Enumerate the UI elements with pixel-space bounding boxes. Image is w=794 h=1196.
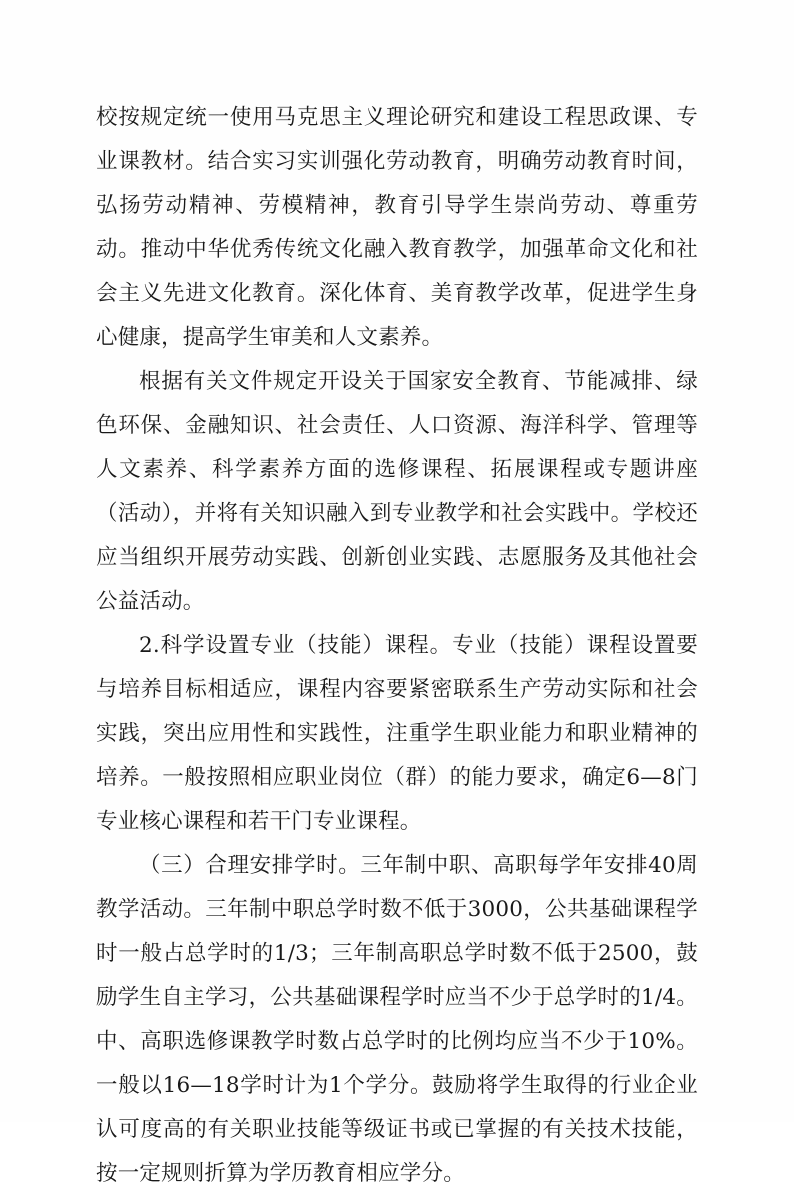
- paragraph-2: 根据有关文件规定开设关于国家安全教育、节能减排、绿色环保、金融知识、社会责任、人口资源、海洋科学、管理等人文素养、科学素养方面的选修课程、拓展课程或专题讲座（活动），并将有关知识融入到专业教学和社会实践中。学校还应当组织开展劳动实践、创新创业实践、志愿服务及其他社会公益活动。: [96, 369, 698, 614]
- document-body: [96, 96, 698, 1196]
- paragraph-3: 2.科学设置专业（技能）课程。专业（技能）课程设置要与培养目标相适应，课程内容要紧密联系生产劳动实际和社会实践，突出应用性和实践性，注重学生职业能力和职业精神的培养。一般按照相应职业岗位（群）的能力要求，确定6—8门专业核心课程和若干门专业课程。: [96, 633, 698, 834]
- paragraph-1: 校按规定统一使用马克思主义理论研究和建设工程思政课、专业课教材。结合实习实训强化劳动教育，明确劳动教育时间，弘扬劳动精神、劳模精神，教育引导学生崇尚劳动、尊重劳动。推动中华优秀传统文化融入教育教学，加强革命文化和社会主义先进文化教育。深化体育、美育教学改革，促进学生身心健康，提高学生审美和人文素养。: [96, 105, 698, 350]
- paragraph-4: （三）合理安排学时。三年制中职、高职每学年安排40周教学活动。三年制中职总学时数不低于3000，公共基础课程学时一般占总学时的1/3；三年制高职总学时数不低于2500，鼓励学生自主学习，公共基础课程学时应当不少于总学时的1/4。中、高职选修课教学时数占总学时的比例均应当不少于10%。一般以16—18学时计为1个学分。鼓励将学生取得的行业企业认可度高的有关职业技能等级证书或已掌握的有关技术技能，按一定规则折算为学历教育相应学分。: [96, 853, 698, 1186]
